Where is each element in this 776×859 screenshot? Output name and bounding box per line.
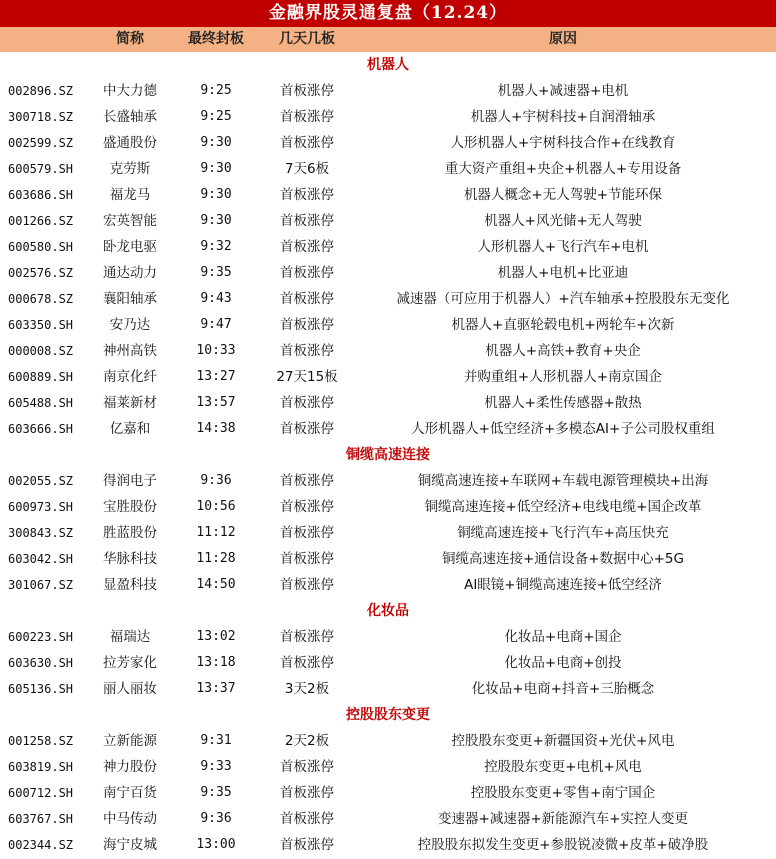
stock-name: 长盛轴承 <box>103 109 157 125</box>
board-count: 首板涨停 <box>280 265 334 281</box>
table-header <box>0 27 776 52</box>
header-reason: 原因 <box>549 31 577 47</box>
board-count: 首板涨停 <box>280 135 334 151</box>
stock-code: 000008.SZ <box>8 344 74 358</box>
table-row <box>0 650 776 676</box>
stock-code: 600712.SH <box>8 786 74 800</box>
table-row <box>0 572 776 598</box>
stock-name: 立新能源 <box>103 733 157 749</box>
section-header: 铜缆高速连接 <box>346 447 430 463</box>
stock-code: 002599.SZ <box>8 136 74 150</box>
final-seal-time: 10:56 <box>196 499 236 514</box>
limit-up-reason: 人形机器人+低空经济+多模态AI+子公司股权重组 <box>411 421 715 437</box>
table-row <box>0 234 776 260</box>
final-seal-time: 9:33 <box>200 759 232 774</box>
limit-up-reason: 控股股东变更+电机+风电 <box>484 759 642 775</box>
stock-name: 克劳斯 <box>109 161 151 177</box>
limit-up-reason: 人形机器人+宇树科技合作+在线教育 <box>450 135 676 151</box>
stock-name: 神力股份 <box>103 759 157 775</box>
limit-up-reason: 化妆品+电商+创投 <box>504 655 622 671</box>
table-row <box>0 832 776 858</box>
stock-code: 600223.SH <box>8 630 74 644</box>
section-header: 机器人 <box>367 57 409 73</box>
table-row <box>0 546 776 572</box>
final-seal-time: 11:28 <box>196 551 236 566</box>
board-count: 首板涨停 <box>280 655 334 671</box>
limit-up-reason: 减速器（可应用于机器人）+汽车轴承+控股股东无变化 <box>396 291 730 307</box>
final-seal-time: 9:25 <box>200 109 232 124</box>
stock-name: 中大力德 <box>103 83 157 99</box>
stock-code: 600580.SH <box>8 240 74 254</box>
table-body <box>0 52 776 859</box>
final-seal-time: 9:36 <box>200 473 232 488</box>
table-row <box>0 364 776 390</box>
limit-up-reason: 铜缆高速连接+低空经济+电线电缆+国企改革 <box>424 499 702 515</box>
stock-code: 603042.SH <box>8 552 74 566</box>
table-row <box>0 468 776 494</box>
final-seal-time: 9:36 <box>200 811 232 826</box>
table-row <box>0 286 776 312</box>
stock-code: 605136.SH <box>8 682 74 696</box>
stock-code: 002344.SZ <box>8 838 74 852</box>
final-seal-time: 9:35 <box>200 785 232 800</box>
stock-name: 亿嘉和 <box>109 421 151 437</box>
header-name: 简称 <box>116 31 144 47</box>
stock-name: 通达动力 <box>103 265 157 281</box>
stock-code: 002055.SZ <box>8 474 74 488</box>
board-count: 首板涨停 <box>280 395 334 411</box>
section-header: 化妆品 <box>367 603 409 619</box>
limit-up-reason: 化妆品+电商+抖音+三胎概念 <box>471 681 655 697</box>
table-row <box>0 260 776 286</box>
stock-code: 605488.SH <box>8 396 74 410</box>
header-board-count: 几天几板 <box>279 31 335 47</box>
board-count: 首板涨停 <box>280 785 334 801</box>
final-seal-time: 13:27 <box>196 369 236 384</box>
board-count: 3天2板 <box>284 681 330 697</box>
board-count: 首板涨停 <box>280 343 334 359</box>
table-row <box>0 208 776 234</box>
stock-name: 福瑞达 <box>109 629 151 645</box>
table-row <box>0 130 776 156</box>
stock-name: 盛通股份 <box>103 135 157 151</box>
limit-up-reason: 机器人+高铁+教育+央企 <box>485 343 641 359</box>
board-count: 首板涨停 <box>280 291 334 307</box>
final-seal-time: 13:00 <box>196 837 236 852</box>
table-row <box>0 754 776 780</box>
stock-name: 襄阳轴承 <box>103 291 157 307</box>
board-count: 首板涨停 <box>280 551 334 567</box>
stock-code: 603350.SH <box>8 318 74 332</box>
table-row <box>0 78 776 104</box>
stock-code: 301067.SZ <box>8 578 74 592</box>
board-count: 首板涨停 <box>280 837 334 853</box>
table-row <box>0 494 776 520</box>
stock-code: 001266.SZ <box>8 214 74 228</box>
table-row <box>0 728 776 754</box>
final-seal-time: 9:32 <box>200 239 232 254</box>
limit-up-reason: 控股股东变更+零售+南宁国企 <box>470 785 656 801</box>
limit-up-reason: 重大资产重组+央企+机器人+专用设备 <box>444 161 682 177</box>
table-row <box>0 312 776 338</box>
stock-name: 安乃达 <box>109 317 151 333</box>
limit-up-reason: 铜缆高速连接+通信设备+数据中心+5G <box>442 551 684 567</box>
table-row <box>0 520 776 546</box>
limit-up-reason: AI眼镜+铜缆高速连接+低空经济 <box>464 577 662 593</box>
limit-up-reason: 铜缆高速连接+飞行汽车+高压快充 <box>457 525 669 541</box>
final-seal-time: 9:30 <box>200 187 232 202</box>
final-seal-time: 10:33 <box>196 343 236 358</box>
board-count: 首板涨停 <box>280 109 334 125</box>
board-count: 首板涨停 <box>280 421 334 437</box>
stock-name: 福龙马 <box>109 187 151 203</box>
stock-code: 300843.SZ <box>8 526 74 540</box>
final-seal-time: 9:30 <box>200 161 232 176</box>
final-seal-time: 9:31 <box>200 733 232 748</box>
final-seal-time: 9:43 <box>200 291 232 306</box>
limit-up-reason: 变速器+减速器+新能源汽车+实控人变更 <box>438 811 688 827</box>
limit-up-reason: 机器人+减速器+电机 <box>497 83 629 99</box>
stock-code: 603630.SH <box>8 656 74 670</box>
limit-up-reason: 机器人+直驱轮毂电机+两轮车+次新 <box>451 317 675 333</box>
limit-up-reason: 化妆品+电商+国企 <box>504 629 622 645</box>
limit-up-reason: 机器人+电机+比亚迪 <box>497 265 629 281</box>
table-row <box>0 806 776 832</box>
board-count: 首板涨停 <box>280 187 334 203</box>
final-seal-time: 9:35 <box>200 265 232 280</box>
final-seal-time: 11:12 <box>196 525 236 540</box>
board-count: 首板涨停 <box>280 811 334 827</box>
stock-code: 603767.SH <box>8 812 74 826</box>
page-title: 金融界股灵通复盘（12.24） <box>0 0 776 27</box>
final-seal-time: 9:47 <box>200 317 232 332</box>
stock-code: 001258.SZ <box>8 734 74 748</box>
table-row <box>0 104 776 130</box>
board-count: 7天6板 <box>284 161 330 177</box>
stock-code: 603819.SH <box>8 760 74 774</box>
table-row <box>0 416 776 442</box>
stock-code: 002576.SZ <box>8 266 74 280</box>
limit-up-reason: 机器人+风光储+无人驾驶 <box>484 213 642 229</box>
header-final-seal: 最终封板 <box>188 31 244 47</box>
stock-name: 南京化纤 <box>103 369 157 385</box>
final-seal-time: 9:25 <box>200 83 232 98</box>
stock-name: 丽人丽妆 <box>103 681 157 697</box>
stock-code: 600579.SH <box>8 162 74 176</box>
table-row <box>0 676 776 702</box>
stock-code: 000678.SZ <box>8 292 74 306</box>
board-count: 首板涨停 <box>280 525 334 541</box>
final-seal-time: 13:37 <box>196 681 236 696</box>
stock-code: 300718.SZ <box>8 110 74 124</box>
table-row <box>0 182 776 208</box>
final-seal-time: 13:18 <box>196 655 236 670</box>
board-count: 27天15板 <box>276 369 338 385</box>
limit-up-reason: 并购重组+人形机器人+南京国企 <box>463 369 663 385</box>
stock-name: 拉芳家化 <box>103 655 157 671</box>
limit-up-reason: 铜缆高速连接+车联网+车载电源管理模块+出海 <box>417 473 709 489</box>
section-header: 控股股东变更 <box>346 707 430 723</box>
header-code <box>0 27 92 52</box>
board-count: 首板涨停 <box>280 239 334 255</box>
board-count: 2天2板 <box>284 733 330 749</box>
stock-name: 宝胜股份 <box>103 499 157 515</box>
table-row <box>0 780 776 806</box>
final-seal-time: 13:57 <box>196 395 236 410</box>
table-row <box>0 338 776 364</box>
board-count: 首板涨停 <box>280 499 334 515</box>
stock-name: 南宁百货 <box>103 785 157 801</box>
board-count: 首板涨停 <box>280 577 334 593</box>
limit-up-reason: 机器人+柔性传感器+散热 <box>484 395 642 411</box>
table-row <box>0 390 776 416</box>
stock-code: 002896.SZ <box>8 84 74 98</box>
board-count: 首板涨停 <box>280 83 334 99</box>
board-count: 首板涨停 <box>280 629 334 645</box>
limit-up-reason: 人形机器人+飞行汽车+电机 <box>477 239 649 255</box>
stock-name: 海宁皮城 <box>103 837 157 853</box>
stock-name: 卧龙电驱 <box>103 239 157 255</box>
final-seal-time: 14:50 <box>196 577 236 592</box>
stock-name: 华脉科技 <box>103 551 157 567</box>
final-seal-time: 13:02 <box>196 629 236 644</box>
board-count: 首板涨停 <box>280 317 334 333</box>
board-count: 首板涨停 <box>280 759 334 775</box>
stock-name: 宏英智能 <box>103 213 157 229</box>
stock-name: 中马传动 <box>103 811 157 827</box>
stock-code: 600973.SH <box>8 500 74 514</box>
final-seal-time: 9:30 <box>200 135 232 150</box>
stock-code: 600889.SH <box>8 370 74 384</box>
stock-name: 显盈科技 <box>103 577 157 593</box>
stock-code: 603686.SH <box>8 188 74 202</box>
final-seal-time: 9:30 <box>200 213 232 228</box>
board-count: 首板涨停 <box>280 213 334 229</box>
table-row <box>0 624 776 650</box>
stock-name: 福莱新材 <box>103 395 157 411</box>
table-row <box>0 156 776 182</box>
stock-name: 得润电子 <box>103 473 157 489</box>
stock-name: 胜蓝股份 <box>103 525 157 541</box>
limit-up-reason: 控股股东拟发生变更+参股锐凌微+皮革+破净股 <box>417 837 709 853</box>
stock-name: 神州高铁 <box>103 343 157 359</box>
limit-up-reason: 机器人+宇树科技+自润滑轴承 <box>470 109 656 125</box>
final-seal-time: 14:38 <box>196 421 236 436</box>
stock-code: 603666.SH <box>8 422 74 436</box>
limit-up-reason: 控股股东变更+新疆国资+光伏+风电 <box>451 733 675 749</box>
limit-up-reason: 机器人概念+无人驾驶+节能环保 <box>463 187 663 203</box>
board-count: 首板涨停 <box>280 473 334 489</box>
